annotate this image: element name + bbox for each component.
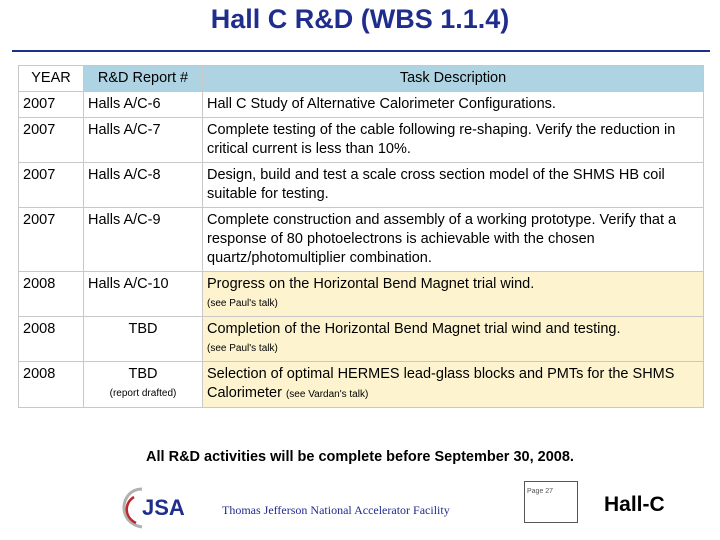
row-task-note: (see Vardan's talk) <box>285 389 369 400</box>
row-report: Halls A/C-7 <box>84 118 203 163</box>
page-box <box>524 481 578 523</box>
table-row <box>19 272 704 317</box>
table-row <box>19 92 704 118</box>
row-year: 2008 <box>19 272 84 317</box>
logo-text: JSA <box>142 495 185 520</box>
row-report: Halls A/C-6 <box>84 92 203 118</box>
lab-name: Thomas Jefferson National Accelerator Facility <box>222 503 450 517</box>
title-divider <box>12 50 710 52</box>
row-report-note: (report drafted) <box>109 388 177 399</box>
table-row <box>19 208 704 272</box>
table-row <box>19 317 704 362</box>
row-year: 2008 <box>19 317 84 362</box>
table-row <box>19 118 704 163</box>
row-task-text: Selection of optimal HERMES lead-glass blocks and PMTs for the SHMS Calorimeter <box>207 366 675 401</box>
row-task-note: (see Paul's talk) <box>207 298 278 309</box>
rd-table <box>18 65 704 408</box>
row-report <box>84 362 203 408</box>
row-task: Hall C Study of Alternative Calorimeter Configurations. <box>203 92 704 118</box>
hall-c-label: Hall-C <box>604 493 665 516</box>
row-year: 2008 <box>19 362 84 408</box>
table-row <box>19 163 704 208</box>
row-task-note: (see Paul's talk) <box>207 343 278 354</box>
table-row <box>19 362 704 408</box>
table-header-row <box>19 66 704 92</box>
row-report: TBD <box>84 317 203 362</box>
row-report-text: TBD <box>128 366 158 382</box>
row-task <box>203 272 704 317</box>
row-report: Halls A/C-10 <box>84 272 203 317</box>
row-task <box>203 362 704 408</box>
row-report: Halls A/C-9 <box>84 208 203 272</box>
header-year: YEAR <box>19 66 84 92</box>
page-title: Hall C R&D (WBS 1.1.4) <box>210 4 510 34</box>
page-number: Page 27 <box>527 488 554 495</box>
row-task: Design, build and test a scale cross section model of the SHMS HB coil suitable for testing. <box>203 163 704 208</box>
row-year: 2007 <box>19 92 84 118</box>
row-report: Halls A/C-8 <box>84 163 203 208</box>
row-year: 2007 <box>19 163 84 208</box>
row-year: 2007 <box>19 208 84 272</box>
jsa-logo-icon <box>112 483 202 531</box>
footnote: All R&D activities will be complete before September 30, 2008. <box>146 449 574 465</box>
header-report: R&D Report # <box>84 66 203 92</box>
row-task: Complete construction and assembly of a working prototype. Verify that a response of 80 photoelectrons is achievable with the chosen quartz/photomultiplier combination. <box>203 208 704 272</box>
header-task: Task Description <box>203 66 704 92</box>
row-task <box>203 317 704 362</box>
row-year: 2007 <box>19 118 84 163</box>
row-task-text: Progress on the Horizontal Bend Magnet trial wind. <box>207 276 535 292</box>
row-task: Complete testing of the cable following re-shaping. Verify the reduction in critical current is less than 10%. <box>203 118 704 163</box>
row-task-text: Completion of the Horizontal Bend Magnet trial wind and testing. <box>207 321 621 337</box>
